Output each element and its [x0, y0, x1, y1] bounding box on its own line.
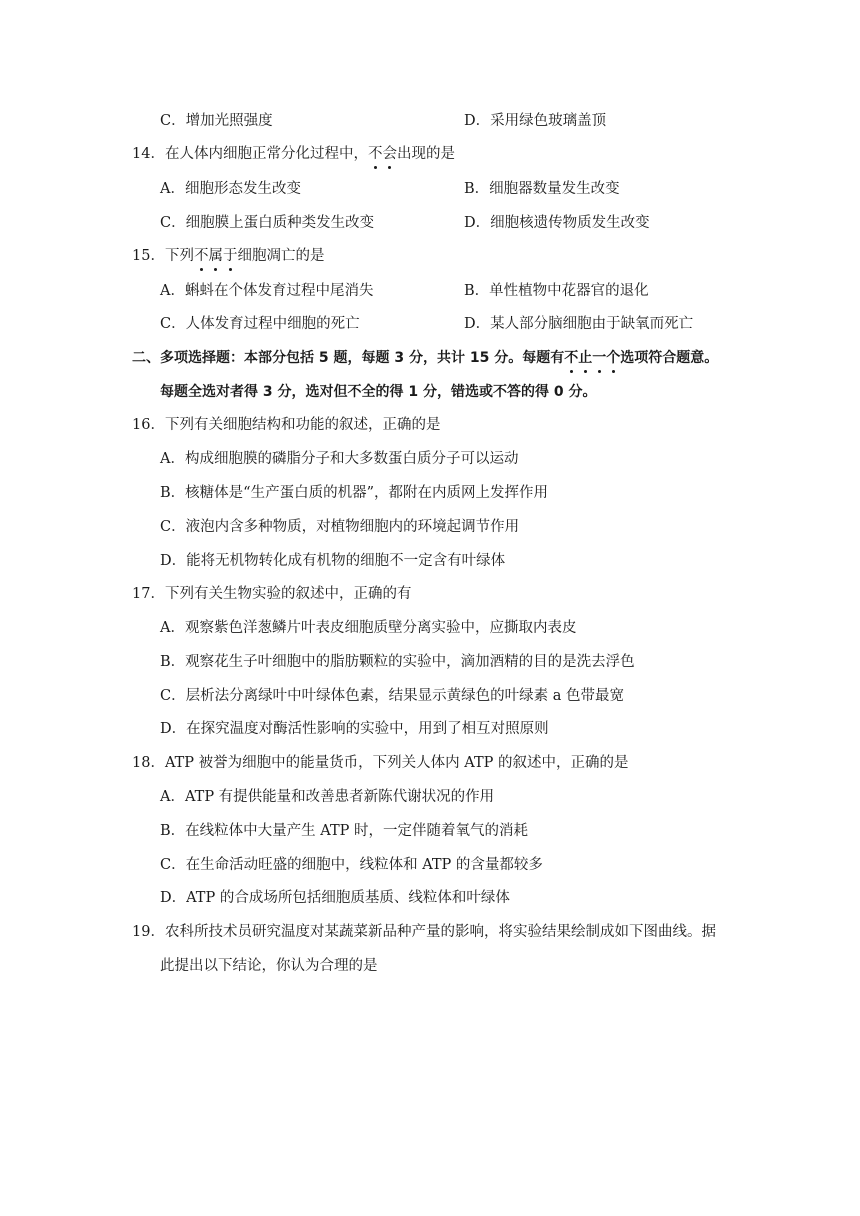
emphasis-char: 个 — [606, 350, 621, 366]
q18-stem: 18．ATP 被誉为细胞中的能量货币，下列关人体内 ATP 的叙述中，正确的是 — [132, 755, 629, 771]
q14-option-d: D．细胞核遗传物质发生改变 — [464, 215, 650, 231]
q18-option-b: B．在线粒体中大量产生 ATP 时，一定伴随着氧气的消耗 — [160, 823, 528, 839]
emphasis-char: 于 — [222, 248, 238, 264]
q16-option-a: A．构成细胞膜的磷脂分子和大多数蛋白质分子可以运动 — [160, 451, 519, 467]
q14-stem: 14．在人体内细胞正常分化过程中，不会出现的是 — [132, 146, 455, 162]
q17-option-c: C．层析法分离绿叶中叶绿体色素，结果显示黄绿色的叶绿素 a 色带最宽 — [160, 688, 624, 704]
section-scoring-rule: 每题全选对者得 3 分，选对但不全的得 1 分，错选或不答的得 0 分。 — [160, 384, 597, 400]
q15-option-d: D．某人部分脑细胞由于缺氧而死亡 — [464, 316, 694, 332]
q15-option-a: A．蝌蚪在个体发育过程中尾消失 — [160, 283, 374, 299]
q16-option-d: D．能将无机物转化成有机物的细胞不一定含有叶绿体 — [160, 553, 506, 569]
section-heading-multiple-choice: 二、多项选择题：本部分包括 5 题，每题 3 分，共计 15 分。每题有不止一个选项符合题意。 — [132, 350, 719, 366]
q16-option-c: C．液泡内含多种物质，对植物细胞内的环境起调节作用 — [160, 519, 520, 535]
q15-option-b: B．单性植物中花器官的退化 — [464, 283, 649, 299]
emphasis-char: 止 — [578, 350, 593, 366]
q19-stem-line2: 此提出以下结论，你认为合理的是 — [160, 958, 378, 974]
q16-stem: 16．下列有关细胞结构和功能的叙述，正确的是 — [132, 417, 441, 433]
q14-option-c: C．细胞膜上蛋白质种类发生改变 — [160, 215, 375, 231]
q14-option-b: B．细胞器数量发生改变 — [464, 181, 620, 197]
q17-option-a: A．观察紫色洋葱鳞片叶表皮细胞质壁分离实验中，应撕取内表皮 — [160, 620, 577, 636]
emphasis-char: 不 — [193, 248, 209, 264]
q14-option-a: A．细胞形态发生改变 — [160, 181, 301, 197]
q18-option-c: C．在生命活动旺盛的细胞中，线粒体和 ATP 的含量都较多 — [160, 857, 543, 873]
emphasis-char: 属 — [208, 248, 223, 264]
q19-stem-line1: 19．农科所技术员研究温度对某蔬菜新品种产量的影响，将实验结果绘制成如下图曲线。据 — [132, 924, 716, 940]
q17-stem: 17．下列有关生物实验的叙述中，正确的有 — [132, 586, 412, 602]
emphasis-char: 会 — [382, 146, 397, 162]
q15-option-c: C．人体发育过程中细胞的死亡 — [160, 316, 360, 332]
emphasis-char: 一 — [592, 350, 607, 366]
q17-option-d: D．在探究温度对酶活性影响的实验中，用到了相互对照原则 — [160, 721, 549, 737]
q13-option-d: D．采用绿色玻璃盖顶 — [464, 113, 607, 129]
q13-option-c: C．增加光照强度 — [160, 113, 273, 129]
q15-stem: 15．下列不属于细胞凋亡的是 — [132, 248, 325, 264]
q18-option-d: D．ATP 的合成场所包括细胞质基质、线粒体和叶绿体 — [160, 890, 510, 906]
emphasis-char: 不 — [564, 350, 579, 366]
q18-option-a: A．ATP 有提供能量和改善患者新陈代谢状况的作用 — [160, 789, 495, 805]
q16-option-b: B．核糖体是“生产蛋白质的机器”，都附在内质网上发挥作用 — [160, 485, 548, 501]
emphasis-char: 不 — [367, 146, 383, 162]
q17-option-b: B．观察花生子叶细胞中的脂肪颗粒的实验中，滴加酒精的目的是洗去浮色 — [160, 654, 635, 670]
